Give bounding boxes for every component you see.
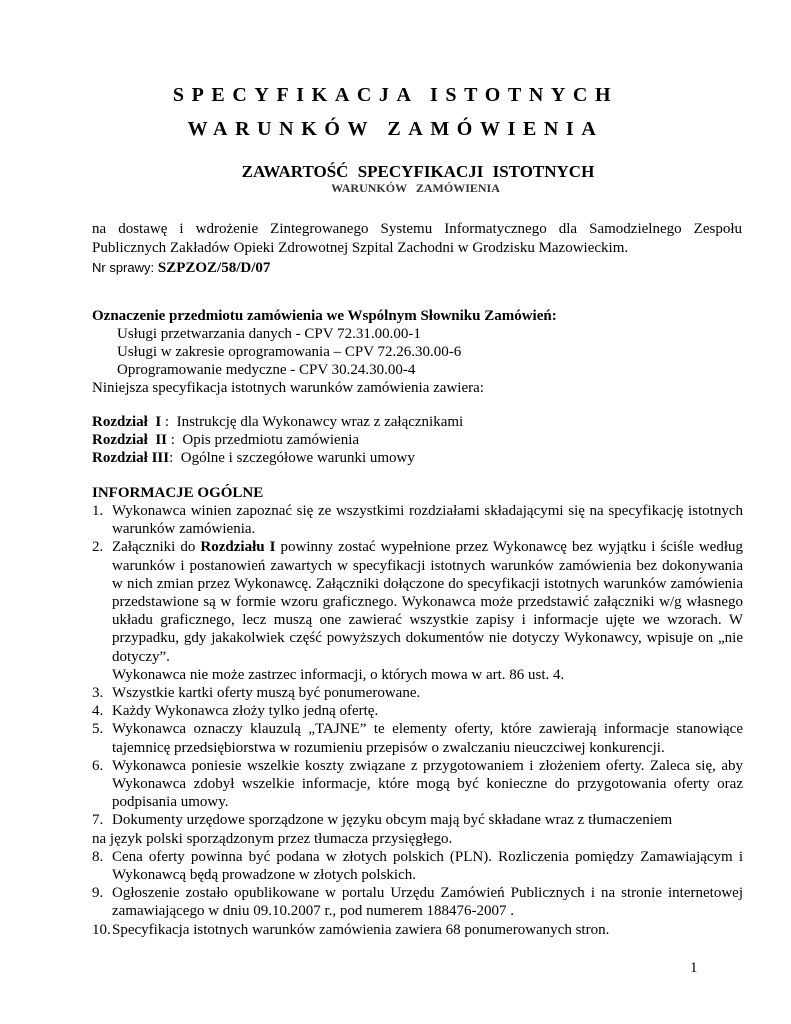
document-title-line-1: SPECYFIKACJA ISTOTNYCH — [172, 84, 619, 106]
item-number: 10. — [92, 921, 111, 938]
item-text: Ogłoszenie zostało opublikowane w portalu Urzędu Zamówień Publicznych i na stronie internetowej zamawiającego w dniu 09.10.2007 r., pod numerem 188476-2007 . — [112, 885, 743, 920]
general-info-heading: INFORMACJE OGÓLNE — [92, 485, 264, 501]
chapter-row — [92, 413, 463, 431]
cpv-item: Usługi w zakresie oprogramowania – CPV 72.26.30.00-6 — [117, 344, 462, 360]
cpv-item: Oprogramowanie medyczne - CPV 30.24.30.00-4 — [117, 362, 416, 378]
item-number: 4. — [92, 703, 104, 720]
chapter-row — [92, 449, 463, 467]
item-text-bold: Rozdziału I — [200, 539, 276, 556]
item-number: 8. — [92, 848, 104, 865]
item-text: Cena oferty powinna być podana w złotych polskich (PLN). Rozliczenia pomiędzy Zamawiającym i Wykonawcą będą prowadzone w złotych polskich. — [112, 848, 743, 884]
chapter-separator: : — [167, 432, 183, 448]
item-text-part: powinny zostać wypełnione przez Wykonawcę bez wyjątku i ściśle według warunków i postanowień zawartych w specyfikacji istotnych warunków zamówienia bez dokonywania w nich zmian przez Wykonawcę. Załączniki dołączone do specyfikacji istotnych warunków zamówienia przedstawione są w formie wzoru graficznego. Wykonawca może przedstawić załączniki w/g własnego układu graficznego, lecz muszą one zawierać wszystkie zapisy i informacje ujęte we wzorach. W przypadku, gdy jakakolwiek część powyższych dokumentów nie dotyczy Wykonawcy, wpisuje on „nie dotyczy”. — [112, 539, 743, 665]
list-item — [92, 757, 743, 812]
list-item — [92, 702, 743, 720]
list-item — [92, 884, 743, 920]
chapters-list — [92, 413, 463, 467]
item-text: Wykonawca winien zapoznać się ze wszystkimi rozdziałami składającymi się na specyfikację istotnych warunków zamówienia. — [112, 503, 743, 538]
chapter-separator: : — [161, 414, 177, 430]
item-text-part: Załączniki do — [112, 539, 201, 556]
list-item — [92, 538, 743, 684]
item-number: 9. — [92, 885, 104, 902]
cpv-heading: Oznaczenie przedmiotu zamówienia we Wspólnym Słowniku Zamówień: — [92, 308, 557, 324]
chapter-row — [92, 431, 463, 449]
list-item — [92, 502, 743, 538]
item-number: 3. — [92, 685, 104, 702]
item-text: Wszystkie kartki oferty muszą być ponumerowane. — [112, 685, 421, 702]
item-continuation: na język polski sporządzonym przez tłumacza przysięgłego. — [92, 830, 453, 847]
chapter-label: Rozdział II — [92, 432, 167, 448]
list-item — [92, 684, 743, 702]
list-item — [92, 848, 743, 884]
item-number: 6. — [92, 757, 104, 774]
contents-intro-line: Niniejsza specyfikacja istotnych warunków zamówienia zawiera: — [92, 380, 484, 396]
item-number: 5. — [92, 721, 104, 738]
list-item — [92, 811, 743, 847]
item-text: Wykonawca poniesie wszelkie koszty związane z przygotowaniem i złożeniem oferty. Zaleca się, aby Wykonawca zdobył wszelkie informacje, które mogą być konieczne do przygotowania oferty oraz podpisania umowy. — [112, 757, 743, 811]
chapter-title: Instrukcję dla Wykonawcy wraz z załącznikami — [176, 414, 464, 430]
item-text — [92, 538, 743, 684]
contents-heading: ZAWARTOŚĆ SPECYFIKACJI ISTOTNYCH — [241, 162, 595, 181]
intro-paragraph: na dostawę i wdrożenie Zintegrowanego Systemu Informatycznego dla Samodzielnego Zespołu Publicznych Zakładów Opieki Zdrowotnej Szpital Zachodni w Grodzisku Mazowieckim. — [92, 221, 742, 256]
document-title-line-2: WARUNKÓW ZAMÓWIENIA — [187, 118, 604, 140]
case-number-line — [92, 260, 270, 277]
cpv-item: Usługi przetwarzania danych - CPV 72.31.00.00-1 — [117, 326, 421, 342]
list-item — [92, 921, 743, 939]
item-note: Wykonawca nie może zastrzec informacji, o których mowa w art. 86 ust. 4. — [112, 666, 565, 683]
item-text: Specyfikacja istotnych warunków zamówienia zawiera 68 ponumerowanych stron. — [112, 921, 610, 938]
case-number-value: SZPZOZ/58/D/07 — [157, 260, 271, 276]
contents-subheading: WARUNKÓW ZAMÓWIENIA — [331, 181, 500, 195]
general-info-list — [92, 502, 743, 939]
item-text: Każdy Wykonawca złoży tylko jedną ofertę. — [112, 703, 379, 720]
item-number: 2. — [92, 539, 104, 556]
item-text: Dokumenty urzędowe sporządzone w języku obcym mają być składane wraz z tłumaczeniem — [112, 812, 673, 829]
item-number: 7. — [92, 812, 104, 829]
page-number: 1 — [690, 960, 698, 976]
chapter-title: Ogólne i szczegółowe warunki umowy — [180, 450, 415, 466]
item-text: Wykonawca oznaczy klauzulą „TAJNE” te elementy oferty, które zawierają informacje stanowiące tajemnicę przedsiębiorstwa w rozumieniu przepisów o zwalczaniu nieuczciwej konkurencji. — [112, 721, 743, 756]
list-item — [92, 720, 743, 756]
case-number-label: Nr sprawy: — [92, 260, 155, 275]
chapter-label: Rozdział III — [92, 450, 170, 466]
item-number: 1. — [92, 503, 104, 519]
cpv-section — [92, 307, 557, 397]
chapter-label: Rozdział I — [92, 414, 162, 430]
chapter-separator: : — [169, 450, 181, 466]
chapter-title: Opis przedmiotu zamówienia — [182, 432, 360, 448]
